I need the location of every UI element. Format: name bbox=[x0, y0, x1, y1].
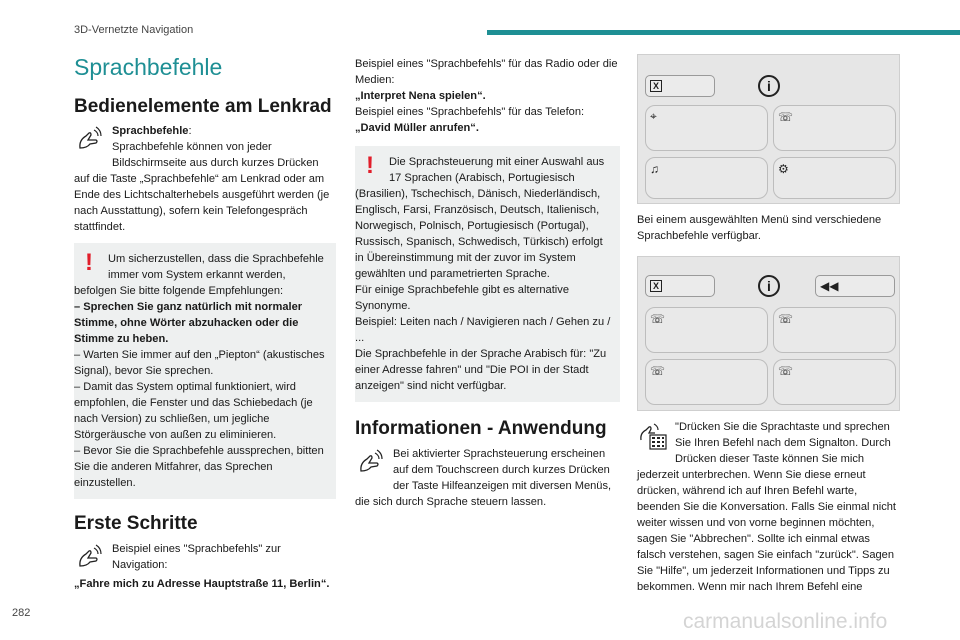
menus-text: Bei einem ausgewählten Menü sind verschiedene Sprachbefehle verfügbar. bbox=[637, 214, 882, 242]
column-2 bbox=[355, 56, 620, 510]
phone-icon: ☏ bbox=[778, 110, 794, 124]
warning-intro: Um sicherzustellen, dass die Sprachbefehle immer vom System erkannt werden, befolgen Sie bitte folgende Empfehlungen: bbox=[74, 253, 324, 298]
page-title: Sprachbefehle bbox=[74, 54, 223, 80]
warning-bullet-4: – Bevor Sie die Sprachbefehle aussprechen, bitten Sie die anderen Mitfahrer, das Sprechen einzustellen. bbox=[74, 445, 324, 490]
help-screen-main-menu bbox=[637, 54, 900, 204]
warning-box-recommendations bbox=[74, 243, 336, 499]
warning-box-languages bbox=[355, 146, 620, 402]
voice-keypad-icon bbox=[637, 420, 671, 454]
heading-info-usage: Informationen - Anwendung bbox=[355, 418, 607, 439]
voice-command-icon bbox=[74, 124, 108, 158]
voice-command-icon bbox=[355, 447, 389, 481]
phone-example-command: „David Müller anrufen“. bbox=[355, 122, 479, 134]
info-text: Bei aktivierter Sprachsteuerung erscheinen auf dem Touchscreen durch kurzes Drücken der Taste Hilfeanzeigen mit diversen Menüs, die sich durch Sprache steuern lassen. bbox=[355, 447, 612, 508]
phone-icon: ☏ bbox=[778, 312, 794, 326]
heading-controls: Bedienelemente am Lenkrad bbox=[74, 95, 332, 117]
back-icon: ◀◀ bbox=[820, 279, 839, 293]
header-accent-bar bbox=[487, 30, 960, 35]
phone-example-text: Beispiel eines "Sprachbefehls" für das Telefon: bbox=[355, 106, 585, 118]
warning-bullet-2: – Warten Sie immer auf den „Piepton“ (akustisches Signal), bevor Sie sprechen. bbox=[74, 349, 325, 378]
phone-icon: ☏ bbox=[650, 364, 666, 378]
synonyms-text: Für einige Sprachbefehle gibt es alternative Synonyme. bbox=[355, 284, 569, 312]
warning-icon: ! bbox=[366, 152, 374, 179]
heading-first-steps: Erste Schritte bbox=[74, 513, 198, 535]
warning-bullet-3: – Damit das System optimal funktioniert, wird empfohlen, die Fenster und das Schiebedach (je nach Version) zu schließen, um jegliche Störgeräusche von außen zu eliminieren. bbox=[74, 381, 313, 442]
info-icon: i bbox=[758, 275, 780, 297]
radio-example-command: „Interpret Nena spielen“. bbox=[355, 90, 486, 102]
controls-label: Sprachbefehle bbox=[112, 125, 189, 138]
header-section-title: 3D-Vernetzte Navigation bbox=[74, 24, 194, 36]
radio-example-text: Beispiel eines "Sprachbefehls" für das Radio oder die Medien: bbox=[355, 58, 618, 86]
menu-tile-navigation bbox=[645, 105, 768, 151]
navigation-icon: ⌖ bbox=[650, 109, 657, 123]
synonyms-example: Beispiel: Leiten nach / Navigieren nach / Gehen zu / ... bbox=[355, 316, 611, 344]
settings-icon: ⚙ bbox=[778, 162, 789, 176]
close-icon: X bbox=[650, 80, 662, 92]
column-3 bbox=[637, 54, 900, 595]
first-steps-example: „Fahre mich zu Adresse Hauptstraße 11, Berlin“. bbox=[74, 578, 330, 591]
close-icon: X bbox=[650, 280, 662, 292]
voice-prompt-text: "Drücken Sie die Sprachtaste und sprechen Sie Ihren Befehl nach dem Signalton. Durch Drücken dieser Taste können Sie mich jederzeit unterbrechen. Wenn Sie diese erneut drücken, während ich auf Ihren Befehl warte, beenden Sie die Konversation. Falls Sie einmal nicht weiter wissen und von vorne beginnen möchten, sagen Sie "Abbrechen". Sollte ich einmal etwas falsch verstehen, sagen Sie einfach "zurück". Sagen Sie "Hilfe", um jederzeit Informationen und Tipps zu bekommen. Wenn mir nach Ihrem Befehl eine bbox=[637, 421, 897, 593]
languages-text: Die Sprachsteuerung mit einer Auswahl aus 17 Sprachen (Arabisch, Portugiesisch (Brasilien), Tschechisch, Dänisch, Niederländisch, Englisch, Farsi, Französisch, Deutsch, Italienisch, Norwegisch, Polnisch, Portugiesisch (Portugal), Russisch, Spanisch, Schwedisch, Türkisch) erfolgt in Übereinstimmung mit der zuvor im System gewählten und parametrierten Sprache. bbox=[355, 156, 605, 280]
menu-tile-settings bbox=[773, 157, 896, 199]
first-steps-text: Beispiel eines "Sprachbefehls" zur Navigation: bbox=[112, 543, 281, 572]
arabic-note: Die Sprachbefehle in der Sprache Arabisch für: "Zu einer Adresse fahren" und "Die POI in der Stadt anzeigen" sind nicht verfügbar. bbox=[355, 348, 607, 392]
page-number: 282 bbox=[12, 607, 31, 619]
first-steps-paragraph bbox=[74, 541, 336, 592]
column-1 bbox=[74, 54, 336, 592]
controls-text: Sprachbefehle können von jeder Bildschirmseite aus durch kurzes Drücken auf die Taste „Sprachbefehle“ am Lenkrad oder am Ende des Lichtschalterhebels ausgeführt werden (je nach Ausstattung), sofern kein Telefongespräch stattfindet. bbox=[74, 141, 330, 234]
controls-paragraph: Sprachbefehle: Sprachbefehle können von jeder Bildschirmseite aus durch kurzes Drücken auf die Taste „Sprachbefehle“ am Lenkrad oder am Ende des Lichtschalterhebels ausgeführt werden (je nach Ausstattung), sofern kein Telefongespräch stattfindet. bbox=[74, 125, 330, 234]
info-paragraph bbox=[355, 446, 620, 510]
music-icon: ♫ bbox=[650, 162, 659, 176]
voice-prompt-paragraph bbox=[637, 419, 900, 595]
voice-command-icon bbox=[74, 542, 108, 576]
help-screen-submenu bbox=[637, 256, 900, 411]
watermark: carmanualsonline.info bbox=[683, 610, 888, 633]
phone-icon: ☏ bbox=[778, 364, 794, 378]
menu-tile-media bbox=[645, 157, 768, 199]
phone-icon: ☏ bbox=[650, 312, 666, 326]
info-icon: i bbox=[758, 75, 780, 97]
warning-bullet-1: – Sprechen Sie ganz natürlich mit normaler Stimme, ohne Wörter abzuhacken oder die Stimme zu heben. bbox=[74, 301, 303, 346]
warning-icon: ! bbox=[85, 249, 93, 277]
